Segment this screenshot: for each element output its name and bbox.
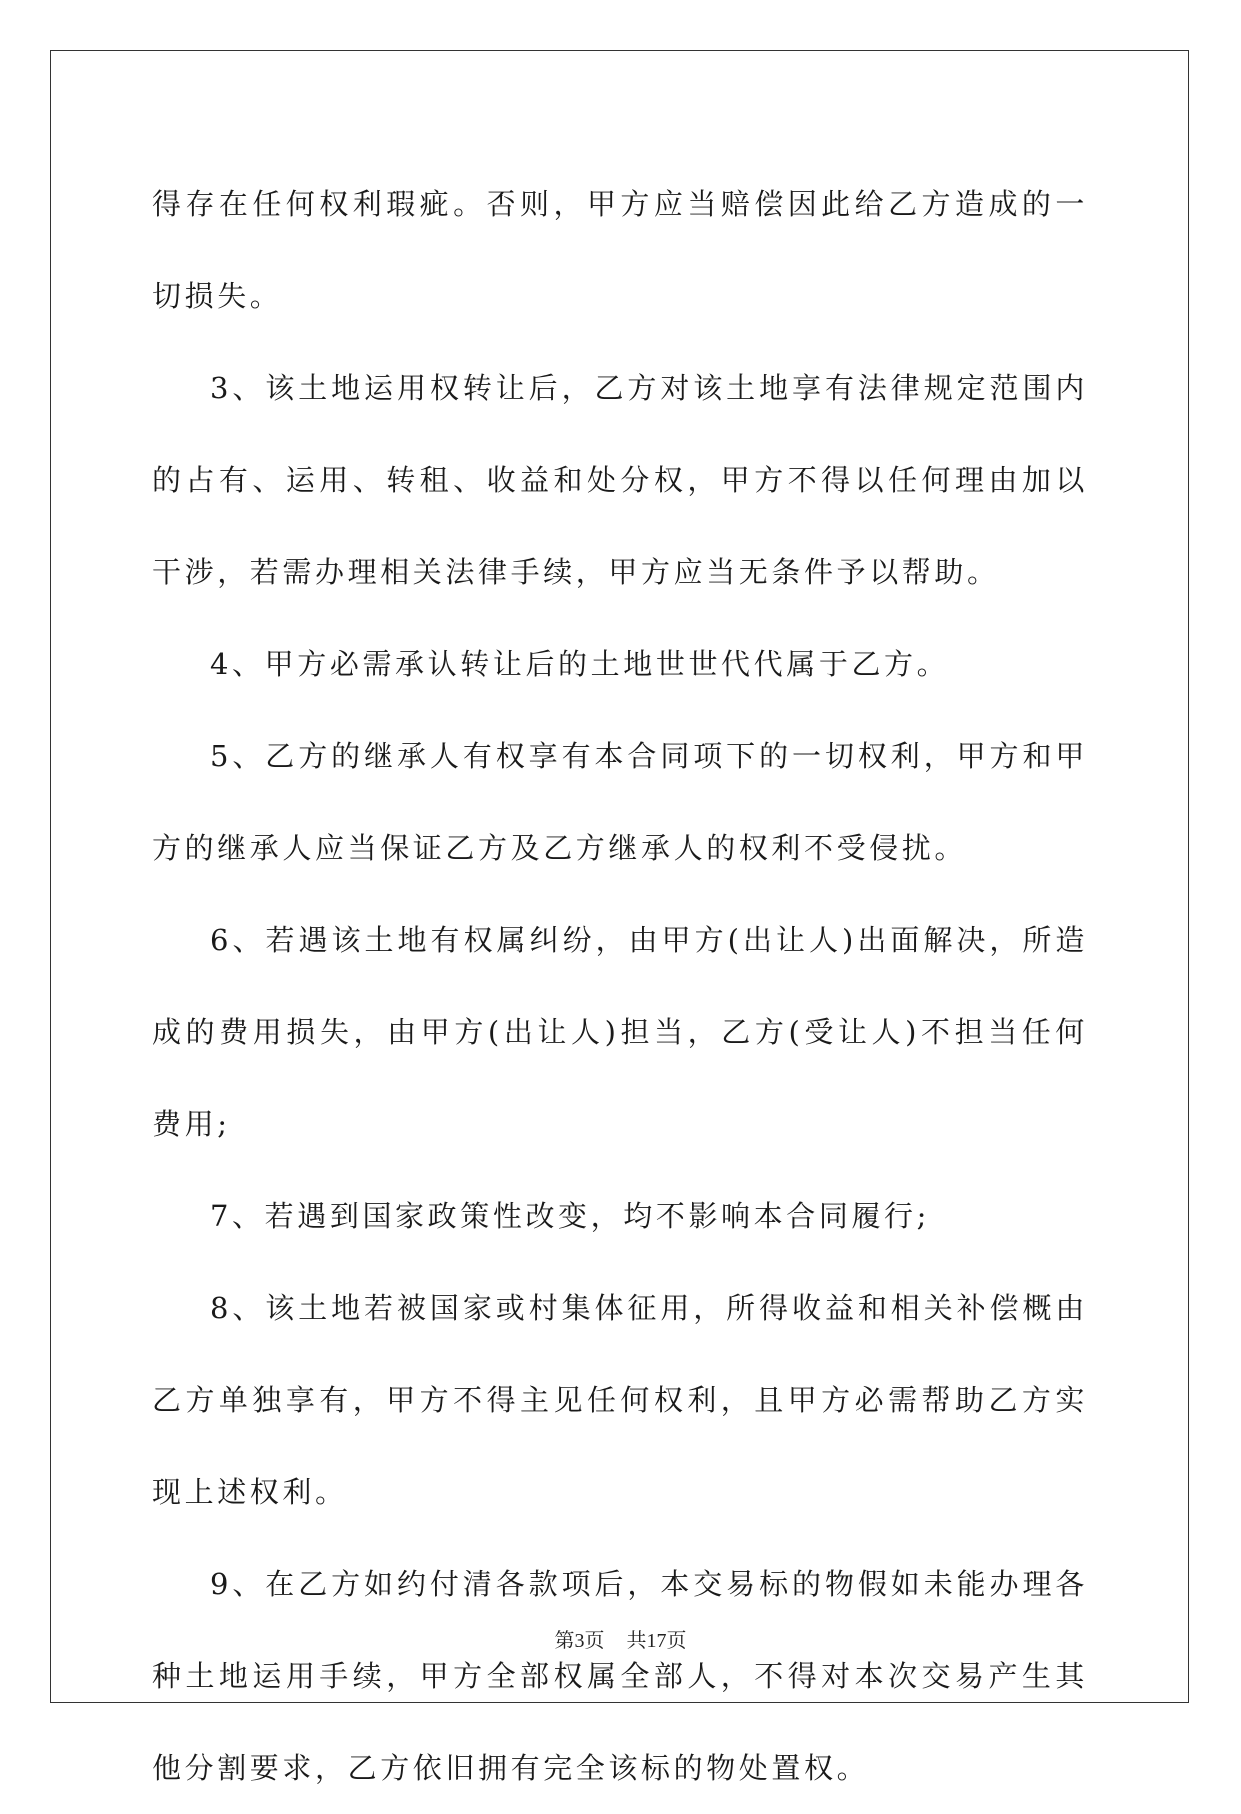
document-body (152, 158, 1088, 1814)
paragraph-clause-9: 9、在乙方如约付清各款项后，本交易标的物假如未能办理各种土地运用手续，甲方全部权属全部人，不得对本次交易产生其他分割要求，乙方依旧拥有完全该标的物处置权。 (152, 1567, 1088, 1785)
paragraph-clause-4: 4、甲方必需承认转让后的土地世世代代属于乙方。 (210, 647, 950, 681)
page-total: 共17页 (626, 1630, 687, 1652)
page-number: 第3页 (554, 1630, 605, 1652)
paragraph-clause-5: 5、乙方的继承人有权享有本合同项下的一切权利，甲方和甲方的继承人应当保证乙方及乙方继承人的权利不受侵扰。 (152, 739, 1088, 865)
paragraph-clause-6: 6、若遇该土地有权属纠纷，由甲方(出让人)出面解决，所造成的费用损失，由甲方(出让人)担当，乙方(受让人)不担当任何费用; (152, 923, 1088, 1141)
paragraph-continuation: 得存在任何权利瑕疵。否则，甲方应当赔偿因此给乙方造成的一切损失。 (152, 187, 1088, 313)
paragraph-clause-3: 3、该土地运用权转让后，乙方对该土地享有法律规定范围内的占有、运用、转租、收益和处分权，甲方不得以任何理由加以干涉，若需办理相关法律手续，甲方应当无条件予以帮助。 (152, 371, 1088, 589)
paragraph-clause-7: 7、若遇到国家政策性改变，均不影响本合同履行; (210, 1199, 931, 1233)
paragraph-clause-8: 8、该土地若被国家或村集体征用，所得收益和相关补偿概由乙方单独享有，甲方不得主见任何权利，且甲方必需帮助乙方实现上述权利。 (152, 1291, 1088, 1509)
page-footer (0, 1627, 1241, 1655)
